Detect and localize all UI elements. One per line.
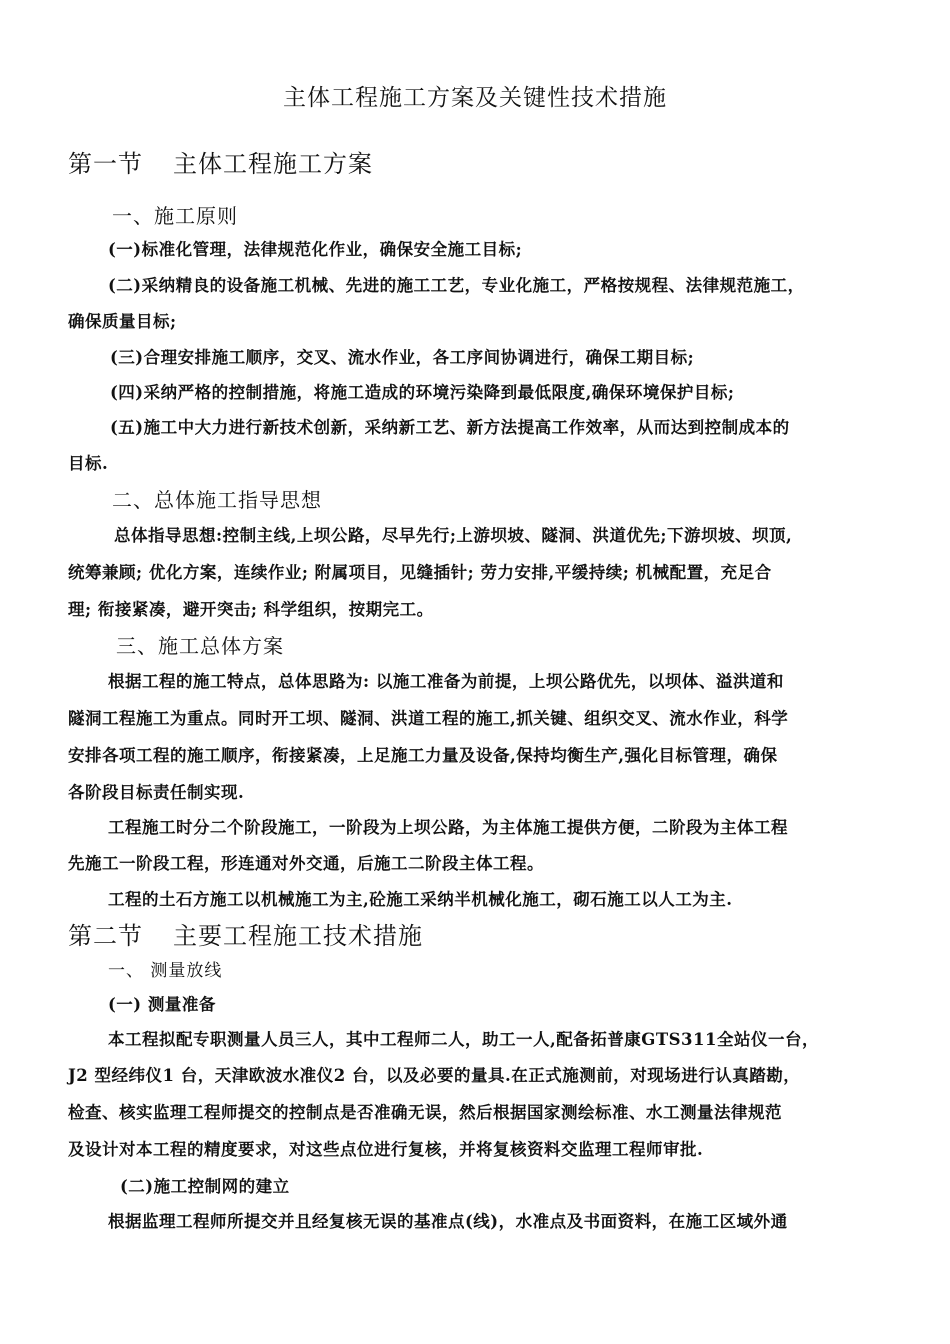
- survey-prep-line-2: J2 型经纬仪1 台，天津欧波水准仪2 台，以及必要的量具.在正式施测前，对现场进行认真踏勘，: [68, 1066, 801, 1085]
- section-2-name: 主要工程施工技术措施: [173, 922, 423, 950]
- subheading-survey: 一、 测量放线: [108, 961, 223, 981]
- principle-2-line-1: (二)采纳精良的设备施工机械、先进的施工工艺，专业化施工，严格按规程、法律规范施工，: [108, 276, 805, 295]
- section-1-name: 主体工程施工方案: [173, 150, 373, 178]
- principle-3: (三)合理安排施工顺序，交叉、流水作业，各工序间协调进行，确保工期目标;: [110, 348, 695, 367]
- subheading-control-network: (二)施工控制网的建立: [120, 1177, 290, 1196]
- earthwork-note: 工程的土石方施工以机械施工为主,砼施工采纳半机械化施工，砌石施工以人工为主.: [108, 890, 733, 909]
- document-title: 主体工程施工方案及关键性技术措施: [283, 85, 667, 111]
- subheading-survey-preparation: (一) 测量准备: [108, 995, 216, 1014]
- overall-plan-line-2: 隧洞工程施工为重点。同时开工坝、隧洞、洪道工程的施工,抓关键、组织交叉、流水作业，科学: [68, 709, 789, 728]
- phase-plan-line-2: 先施工一阶段工程，形连通对外交通，后施工二阶段主体工程。: [68, 854, 544, 873]
- section-2-number: 第二节: [68, 922, 143, 950]
- section-1-number: 第一节: [68, 150, 143, 178]
- survey-prep-line-4: 及设计对本工程的精度要求，对这些点位进行复核，并将复核资料交监理工程师审批.: [68, 1140, 704, 1159]
- guiding-thought-line-3: 理; 衔接紧凑，避开突击; 科学组织，按期完工。: [68, 600, 434, 619]
- overall-plan-line-4: 各阶段目标责任制实现.: [68, 783, 245, 802]
- phase-plan-line-1: 工程施工时分二个阶段施工，一阶段为上坝公路，为主体施工提供方便，二阶段为主体工程: [108, 818, 788, 837]
- guiding-thought-line-2: 统筹兼顾; 优化方案，连续作业; 附属项目，见缝插针; 劳力安排,平缓持续; 机械配置，充足合: [68, 563, 772, 582]
- section-1-heading: [68, 152, 373, 176]
- subheading-construction-principles: 一、施工原则: [112, 204, 238, 228]
- principle-4: (四)采纳严格的控制措施，将施工造成的环境污染降到最低限度,确保环境保护目标;: [110, 383, 735, 402]
- principle-5-line-1: (五)施工中大力进行新技术创新，采纳新工艺、新方法提高工作效率，从而达到控制成本的: [110, 418, 790, 437]
- subheading-overall-plan: 三、施工总体方案: [116, 634, 284, 658]
- principle-1: (一)标准化管理，法律规范化作业，确保安全施工目标;: [108, 240, 523, 259]
- principle-5-line-2: 目标.: [68, 454, 109, 473]
- principle-2-line-2: 确保质量目标;: [68, 312, 177, 331]
- survey-prep-line-3: 检查、核实监理工程师提交的控制点是否准确无误，然后根据国家测绘标准、水工测量法律规范: [68, 1103, 782, 1122]
- overall-plan-line-1: 根据工程的施工特点，总体思路为: 以施工准备为前提，上坝公路优先，以坝体、溢洪道和: [108, 672, 784, 691]
- subheading-guiding-thought: 二、总体施工指导思想: [112, 488, 322, 512]
- guiding-thought-line-1: 总体指导思想:控制主线,上坝公路，尽早先行;上游坝坡、隧洞、洪道优先;下游坝坡、坝顶,: [114, 526, 793, 545]
- control-network-line-1: 根据监理工程师所提交并且经复核无误的基准点(线)，水准点及书面资料，在施工区域外通: [108, 1212, 788, 1231]
- section-2-heading: [68, 924, 423, 948]
- overall-plan-line-3: 安排各项工程的施工顺序，衔接紧凑，上足施工力量及设备,保持均衡生产,强化目标管理，确保: [68, 746, 778, 765]
- survey-prep-line-1: 本工程拟配专职测量人员三人，其中工程师二人，助工一人,配备拓普康GTS311全站仪一台，: [108, 1030, 819, 1049]
